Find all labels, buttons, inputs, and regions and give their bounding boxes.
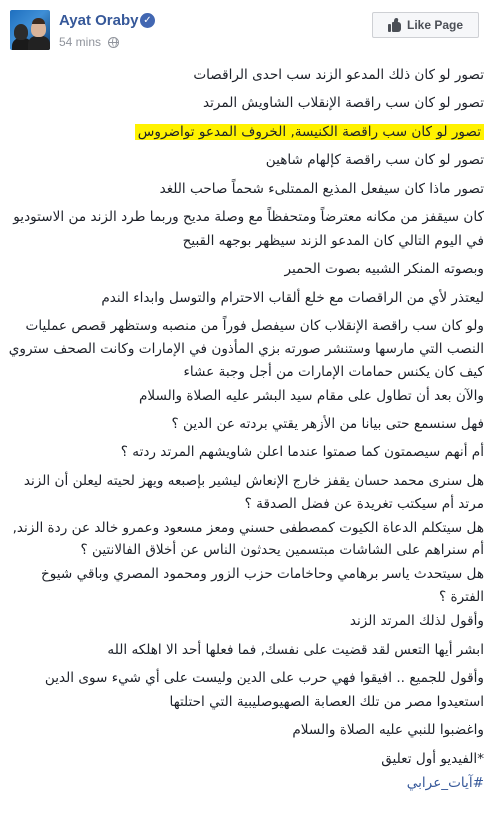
post-line: *الفيديو أول تعليق (381, 750, 484, 767)
post-line: فهل سنسمع حتى بيانا من الأزهر يقتي بردته عن الدين ؟ (171, 416, 484, 433)
like-page-button[interactable] (372, 12, 479, 38)
post-line: تصور لو كان سب راقصة الإنقلاب الشاويش المرتد (203, 95, 484, 112)
post-line: وأقول للجميع .. افيقوا فهي حرب على الدين وليست على أي شيء سوى الدين (44, 669, 484, 686)
hashtag-link[interactable]: #آيات_عرابي (406, 774, 484, 791)
thumbs-up-icon (388, 18, 402, 32)
post-line: أم أنهم سيصمتون كما صمتوا عندما اعلن شاويشهم المرتد ردته ؟ (120, 444, 484, 461)
post-line: تصور لو كان ذلك المدعو الزند سب احدى الراقصات (193, 67, 484, 83)
post-line: في اليوم التالي كان المدعو الزند سيظهر بوجهه القبيح (182, 232, 484, 249)
post-line: كان سيقفز من مكانه معترضاً ومتحفظاً مع وصلة مديح وربما طرد الزند من الاستوديو (13, 208, 484, 225)
post-line: تصور لو كان سب راقصة كإلهام شاهين (265, 152, 484, 169)
post-line: وأقول لذلك المرتد الزند (349, 613, 484, 630)
post-line: هل سيتكلم الدعاة الكيوت كمصطفى حسني ومعز مسعود وعمرو خالد عن ردة الزند, أم سنراهم على الشاشات مبتسمين يحدثون الناس عن أخلاق الفالانتين ؟ (12, 519, 484, 559)
page-avatar[interactable] (10, 10, 50, 50)
post-line: واغضبوا للنبي عليه الصلاة والسلام (292, 722, 484, 739)
page-name-link[interactable]: Ayat Oraby (59, 12, 139, 29)
post-line: تصور ماذا كان سيفعل المذيع الممتلىء شحماً صاحب اللغد (159, 180, 484, 197)
post-header (0, 0, 492, 62)
post-line: والآن بعد أن تطاول على مقام سيد البشر عليه الصلاة والسلام (138, 387, 484, 404)
verified-badge-icon: ✓ (140, 13, 155, 28)
post-timestamp[interactable]: 54 mins (59, 35, 102, 49)
post-line: ليعتذر لأي من الراقصات مع خلع ألقاب الاحترام والتوسل وابداء الندم (101, 289, 484, 306)
post-line: استعيدوا مصر من تلك العصابة الصهيوصليبية التي احتلتها (169, 693, 484, 710)
post-body (8, 64, 484, 800)
like-page-label: Like Page (406, 18, 464, 32)
post-line: وبصوته المنكر الشبيه بصوت الحمير (284, 261, 484, 278)
post-line: ابشر أيها التعس لقد قضيت على نفسك, فما فعلها أحد الا اهلكه الله (107, 641, 484, 658)
post-line: هل سيتحدث ياسر برهامي وحاخامات حزب الزور ومحمود المصري وباقي شيوخ الفترة ؟ (41, 566, 484, 606)
post-line: ولو كان سب راقصة الإنقلاب كان سيفصل فوراً من منصبه وستظهر قصص عمليات النصب التي مارسها وستنشر صورته بزي المأذون في الإمارات وكانت الصحف ستروي كيف كان يكنس حمامات الإمارات من أجل وجبة عشاء (8, 318, 484, 380)
highlighted-post-line: تصور لو كان سب راقصة الكنيسة, الخروف المدعو تواضروس (135, 124, 484, 140)
globe-icon (108, 37, 119, 48)
post-line: هل سنرى محمد حسان يقفز خارج الإنعاش ليشير بإصبعه ويهز لحيته ليعلن أن الزند مرتد أم سيكتب تغريدة عن فضل الصدقة ؟ (23, 472, 484, 512)
